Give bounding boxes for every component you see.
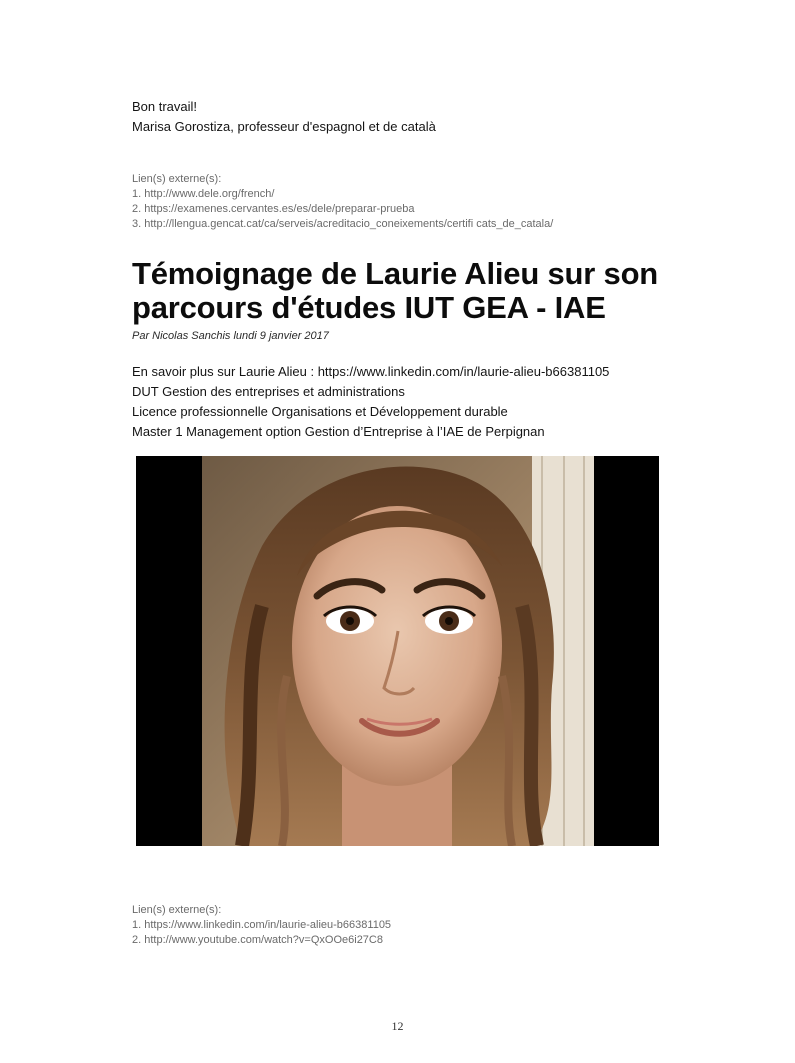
article-intro-line: En savoir plus sur Laurie Alieu : https://www.linkedin.com/in/laurie-alieu-b66381105 — [132, 364, 610, 379]
external-links-2 — [132, 903, 391, 948]
external-links-heading: Lien(s) externe(s): — [132, 904, 222, 916]
external-links-1 — [132, 172, 553, 232]
closing-signature: Marisa Gorostiza, professeur d'espagnol et de català — [132, 119, 436, 134]
external-links-heading: Lien(s) externe(s): — [132, 173, 222, 185]
article-byline: Par Nicolas Sanchis lundi 9 janvier 2017 — [132, 330, 329, 342]
portrait-image — [202, 456, 594, 846]
video-thumbnail[interactable] — [136, 456, 659, 846]
article-intro-line: Master 1 Management option Gestion d’Entreprise à l’IAE de Perpignan — [132, 424, 545, 439]
portrait-photo — [202, 456, 594, 846]
article-title: Témoignage de Laurie Alieu sur son parcours d'études IUT GEA - IAE — [132, 256, 659, 325]
closing-block — [132, 97, 436, 137]
article-intro — [132, 362, 609, 442]
page-number: 12 — [391, 1019, 404, 1033]
external-link[interactable]: 1. https://www.linkedin.com/in/laurie-alieu-b66381105 — [132, 919, 392, 931]
article-intro-line: DUT Gestion des entreprises et administrations — [132, 384, 405, 399]
external-link[interactable]: 2. http://www.youtube.com/watch?v=QxOOe6i27C8 — [132, 934, 383, 946]
external-link[interactable]: 2. https://examenes.cervantes.es/es/dele/preparar-prueba — [132, 203, 415, 215]
external-link[interactable]: 1. http://www.dele.org/french/ — [132, 188, 275, 200]
closing-line: Bon travail! — [132, 99, 198, 114]
article-intro-line: Licence professionnelle Organisations et Développement durable — [132, 404, 508, 419]
external-link[interactable]: 3. http://llengua.gencat.cat/ca/serveis/acreditacio_coneixements/certifi cats_de_catala/ — [132, 218, 554, 230]
